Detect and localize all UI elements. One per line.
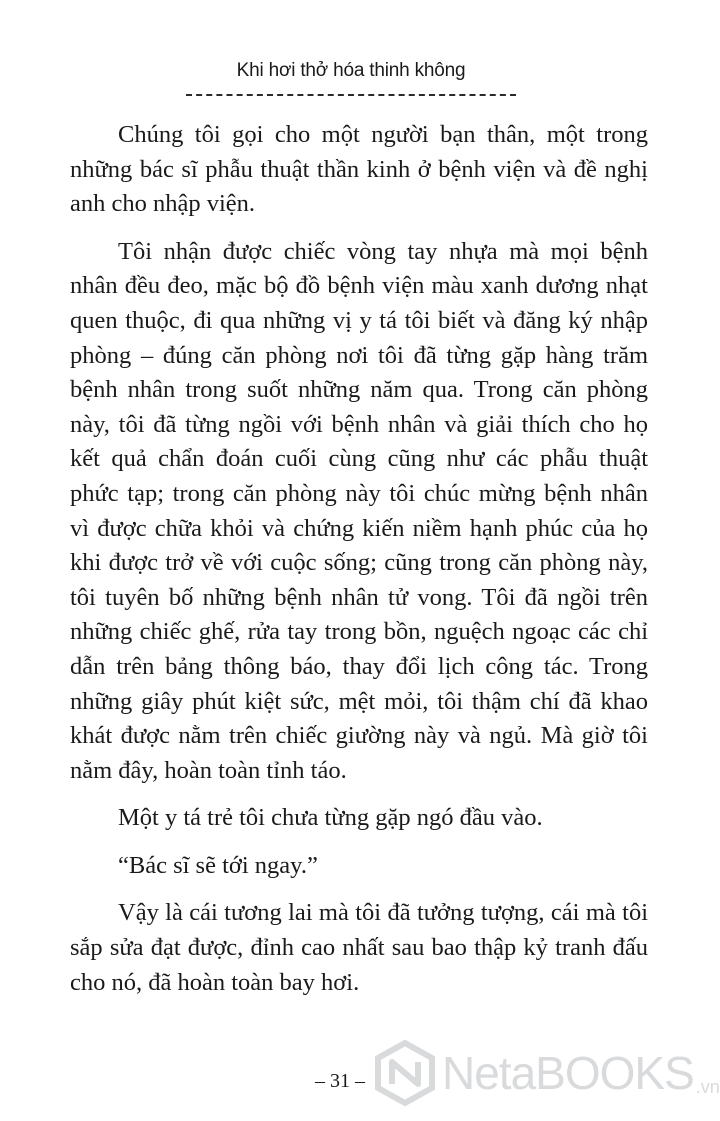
paragraph-3: Một y tá trẻ tôi chưa từng gặp ngó đầu vào. xyxy=(118,804,543,832)
running-header-title: Khi hơi thở hóa thinh không xyxy=(236,60,466,81)
paragraph-5: Vậy là cái tương lai mà tôi đã tưởng tượng, cái mà tôi sắp sửa đạt được, đỉnh cao nhất sau bao thập kỷ tranh đấu cho nó, đã hoàn toàn bay hơi. xyxy=(70,899,648,996)
watermark-brand-text: NetaBOOKS xyxy=(442,1047,694,1099)
netabooks-logo-icon xyxy=(372,1040,438,1106)
paragraph-4: “Bác sĩ sẽ tới ngay.” xyxy=(118,851,318,879)
netabooks-watermark xyxy=(372,1040,720,1106)
page-body-text xyxy=(70,118,648,1013)
header-dashed-rule xyxy=(186,94,516,96)
paragraph-1: Chúng tôi gọi cho một người bạn thân, một trong những bác sĩ phẫu thuật thần kinh ở bệnh viện và đề nghị anh cho nhập viện. xyxy=(70,121,648,218)
paragraph-2: Tôi nhận được chiếc vòng tay nhựa mà mọi bệnh nhân đều đeo, mặc bộ đồ bệnh viện màu xanh dương nhạt quen thuộc, đi qua những vị y tá tôi biết và đăng ký nhập phòng – đúng căn phòng nơi tôi đã từng gặp hàng trăm bệnh nhân trong suốt những năm qua. Trong căn phòng này, tôi đã từng ngồi với bệnh nhân và giải thích cho họ kết quả chẩn đoán cuối cùng cũng như các phẫu thuật phức tạp; trong căn phòng này tôi chúc mừng bệnh nhân vì được chữa khỏi và chứng kiến niềm hạnh phúc của họ khi được trở về với cuộc sống; cũng trong căn phòng này, tôi tuyên bố những bệnh nhân tử vong. Tôi đã ngồi trên những chiếc ghế, rửa tay trong bồn, nguệch ngoạc các chỉ dẫn trên bảng thông báo, thay đổi lịch công tác. Trong những giây phút kiệt sức, mệt mỏi, tôi thậm chí đã khao khát được nằm trên chiếc giường này và ngủ. Mà giờ tôi nằm đây, hoàn toàn tỉnh táo. xyxy=(70,237,648,784)
page-number: – 31 – xyxy=(315,1070,365,1092)
watermark-domain-suffix: .vn xyxy=(695,1077,720,1097)
